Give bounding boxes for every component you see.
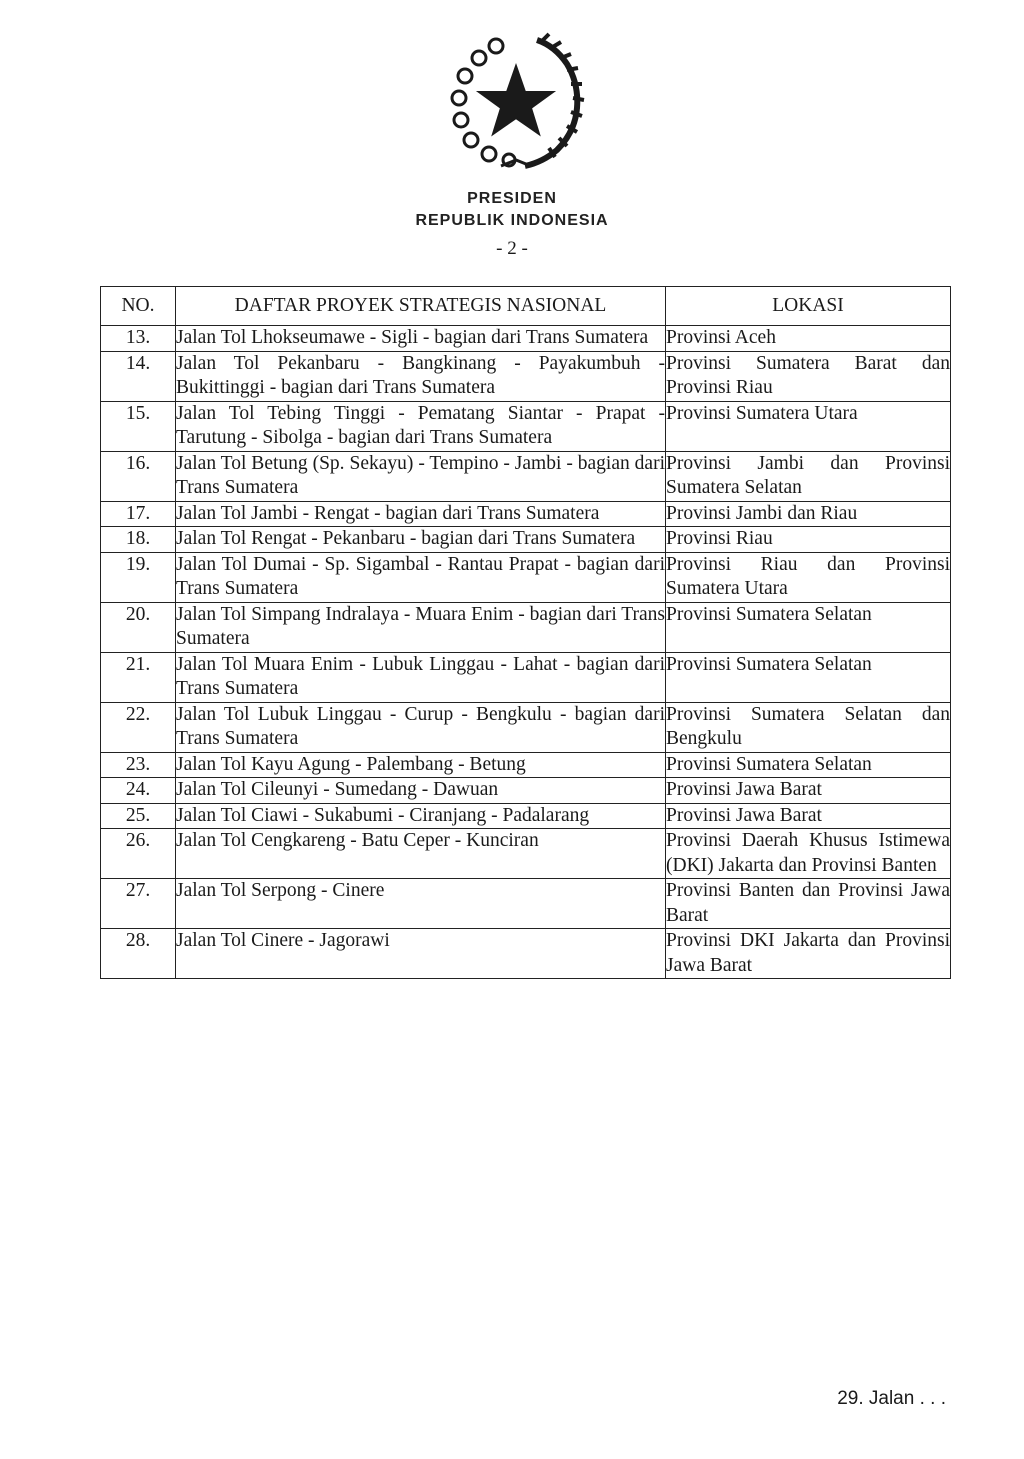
project-name: Jalan Tol Rengat - Pekanbaru - bagian dari Trans Sumatera bbox=[176, 527, 666, 553]
row-number: 26. bbox=[101, 829, 176, 879]
table-row bbox=[101, 501, 951, 527]
project-location: Provinsi Aceh bbox=[666, 326, 951, 352]
row-number: 20. bbox=[101, 602, 176, 652]
table-row bbox=[101, 702, 951, 752]
row-number: 18. bbox=[101, 527, 176, 553]
page-number: - 2 - bbox=[496, 238, 528, 259]
table-row bbox=[101, 829, 951, 879]
project-name: Jalan Tol Muara Enim - Lubuk Linggau - Lahat - bagian dari Trans Sumatera bbox=[176, 652, 666, 702]
row-number: 25. bbox=[101, 803, 176, 829]
office-title-line2: REPUBLIK INDONESIA bbox=[415, 212, 609, 229]
table-row bbox=[101, 652, 951, 702]
project-location: Provinsi Jawa Barat bbox=[666, 778, 951, 804]
row-number: 17. bbox=[101, 501, 176, 527]
table-row bbox=[101, 552, 951, 602]
table-row bbox=[101, 752, 951, 778]
row-number: 16. bbox=[101, 451, 176, 501]
project-name: Jalan Tol Betung (Sp. Sekayu) - Tempino - Jambi - bagian dari Trans Sumatera bbox=[176, 451, 666, 501]
presidential-seal-icon bbox=[441, 28, 591, 178]
row-number: 24. bbox=[101, 778, 176, 804]
project-name: Jalan Tol Dumai - Sp. Sigambal - Rantau Prapat - bagian dari Trans Sumatera bbox=[176, 552, 666, 602]
project-location: Provinsi Sumatera Selatan bbox=[666, 752, 951, 778]
project-location: Provinsi Banten dan Provinsi Jawa Barat bbox=[666, 879, 951, 929]
table-row bbox=[101, 778, 951, 804]
table-row bbox=[101, 451, 951, 501]
row-number: 13. bbox=[101, 326, 176, 352]
project-location: Provinsi Sumatera Barat dan Provinsi Riau bbox=[666, 351, 951, 401]
project-name: Jalan Tol Tebing Tinggi - Pematang Siantar - Prapat - Tarutung - Sibolga - bagian dari Trans Sumatera bbox=[176, 401, 666, 451]
table-row bbox=[101, 351, 951, 401]
row-number: 14. bbox=[101, 351, 176, 401]
project-location: Provinsi Riau dan Provinsi Sumatera Utara bbox=[666, 552, 951, 602]
project-location: Provinsi Sumatera Selatan bbox=[666, 652, 951, 702]
project-name: Jalan Tol Cengkareng - Batu Ceper - Kunciran bbox=[176, 829, 666, 879]
project-location: Provinsi Sumatera Selatan dan Bengkulu bbox=[666, 702, 951, 752]
project-location: Provinsi Sumatera Selatan bbox=[666, 602, 951, 652]
continuation-text: 29. Jalan . . . bbox=[837, 1388, 946, 1409]
table-row bbox=[101, 326, 951, 352]
table-row bbox=[101, 879, 951, 929]
table-row bbox=[101, 401, 951, 451]
row-number: 28. bbox=[101, 929, 176, 979]
project-location: Provinsi Jambi dan Provinsi Sumatera Selatan bbox=[666, 451, 951, 501]
table-header-row bbox=[101, 287, 951, 326]
row-number: 22. bbox=[101, 702, 176, 752]
project-location: Provinsi Jambi dan Riau bbox=[666, 501, 951, 527]
table-row bbox=[101, 602, 951, 652]
project-name: Jalan Tol Lubuk Linggau - Curup - Bengkulu - bagian dari Trans Sumatera bbox=[176, 702, 666, 752]
project-name: Jalan Tol Ciawi - Sukabumi - Ciranjang - Padalarang bbox=[176, 803, 666, 829]
row-number: 23. bbox=[101, 752, 176, 778]
project-name: Jalan Tol Serpong - Cinere bbox=[176, 879, 666, 929]
row-number: 27. bbox=[101, 879, 176, 929]
header-no: NO. bbox=[101, 287, 176, 326]
project-name: Jalan Tol Jambi - Rengat - bagian dari Trans Sumatera bbox=[176, 501, 666, 527]
project-location: Provinsi Daerah Khusus Istimewa (DKI) Jakarta dan Provinsi Banten bbox=[666, 829, 951, 879]
office-title-line1: PRESIDEN bbox=[467, 190, 557, 207]
project-name: Jalan Tol Kayu Agung - Palembang - Betung bbox=[176, 752, 666, 778]
table-row bbox=[101, 527, 951, 553]
project-name: Jalan Tol Cinere - Jagorawi bbox=[176, 929, 666, 979]
row-number: 19. bbox=[101, 552, 176, 602]
project-name: Jalan Tol Lhokseumawe - Sigli - bagian dari Trans Sumatera bbox=[176, 326, 666, 352]
project-location: Provinsi Jawa Barat bbox=[666, 803, 951, 829]
project-name: Jalan Tol Pekanbaru - Bangkinang - Payakumbuh - Bukittinggi - bagian dari Trans Sumatera bbox=[176, 351, 666, 401]
header-project-name: DAFTAR PROYEK STRATEGIS NASIONAL bbox=[176, 287, 666, 326]
header-location: LOKASI bbox=[666, 287, 951, 326]
row-number: 21. bbox=[101, 652, 176, 702]
project-table bbox=[100, 286, 951, 979]
table-row bbox=[101, 803, 951, 829]
table-row bbox=[101, 929, 951, 979]
project-location: Provinsi Riau bbox=[666, 527, 951, 553]
row-number: 15. bbox=[101, 401, 176, 451]
project-name: Jalan Tol Cileunyi - Sumedang - Dawuan bbox=[176, 778, 666, 804]
project-location: Provinsi DKI Jakarta dan Provinsi Jawa Barat bbox=[666, 929, 951, 979]
project-name: Jalan Tol Simpang Indralaya - Muara Enim - bagian dari Trans Sumatera bbox=[176, 602, 666, 652]
project-location: Provinsi Sumatera Utara bbox=[666, 401, 951, 451]
